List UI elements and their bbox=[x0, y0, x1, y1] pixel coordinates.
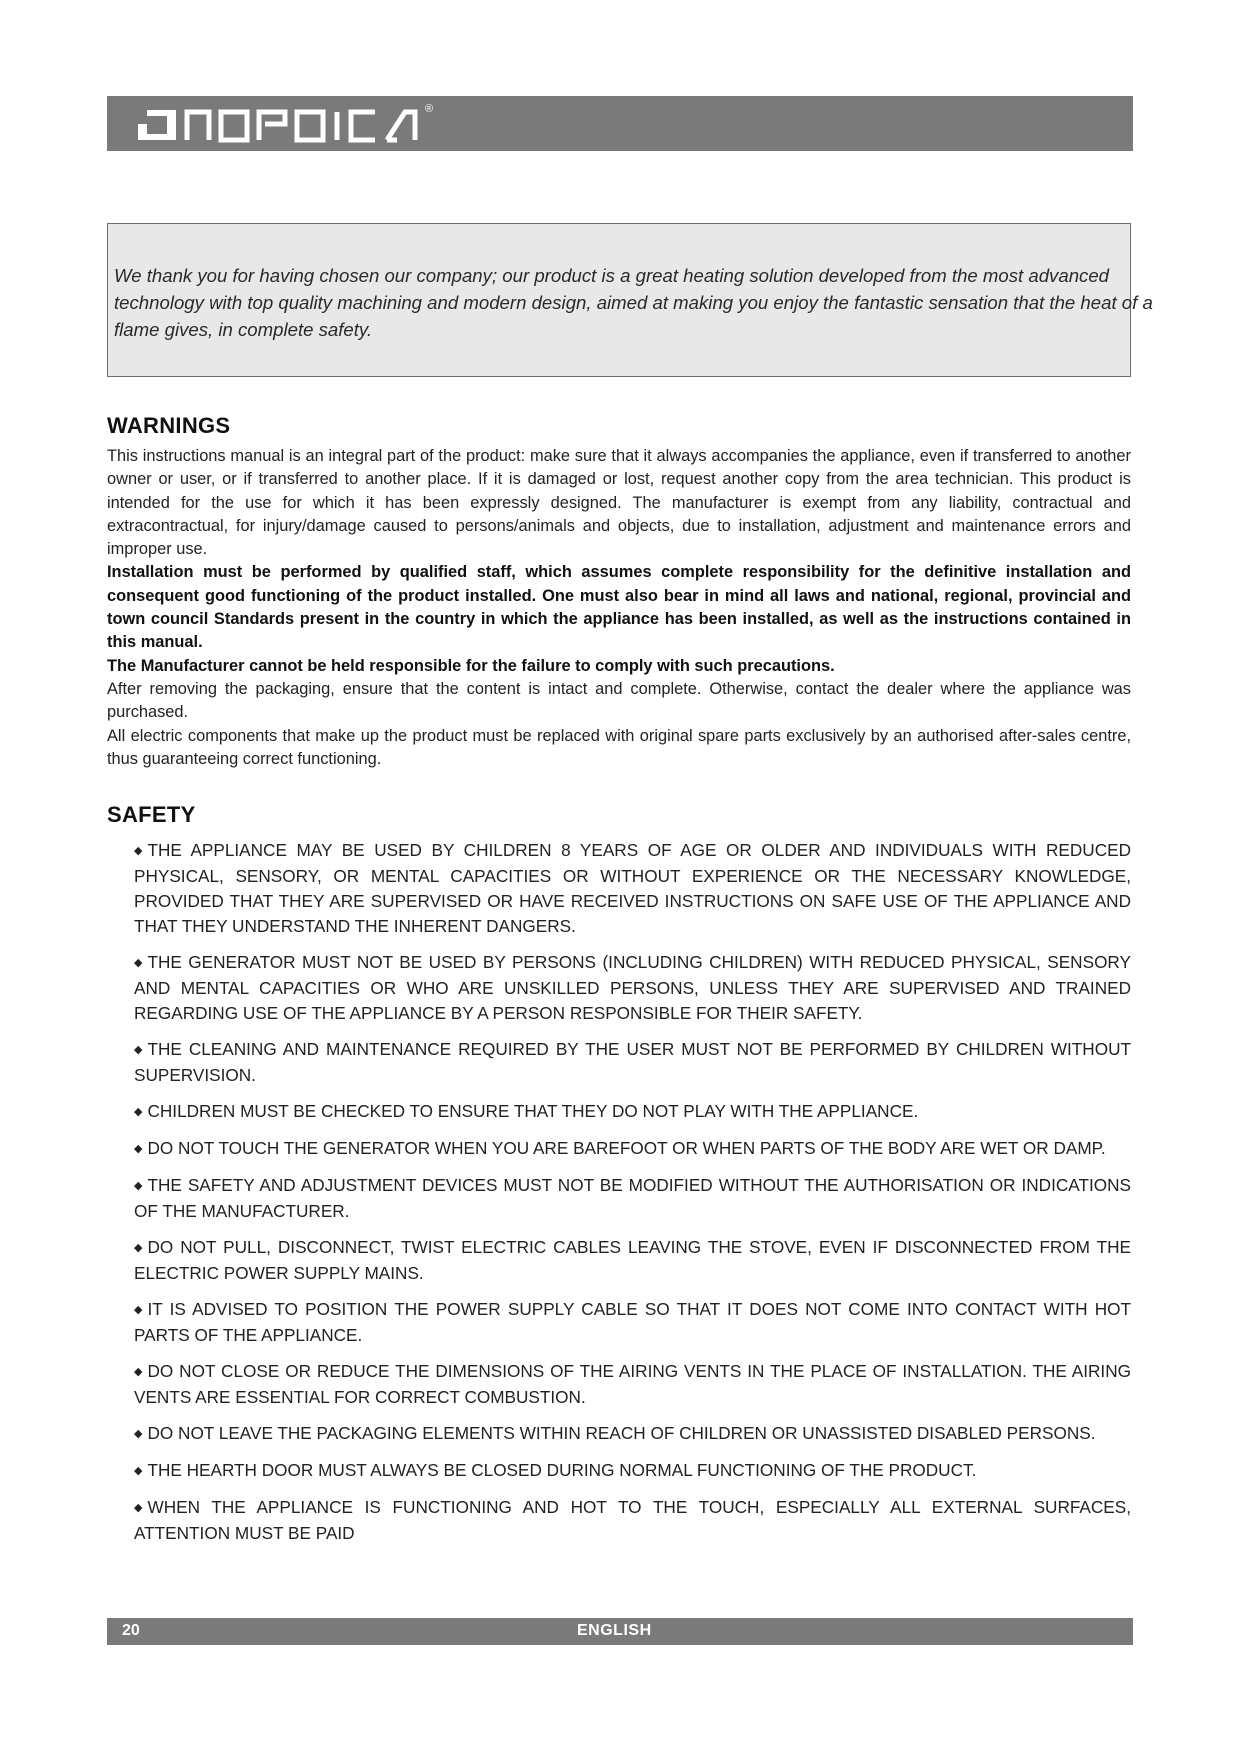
safety-item-text: DO NOT CLOSE OR REDUCE THE DIMENSIONS OF THE AIRING VENTS IN THE PLACE OF INSTALLATION. THE AIRING VENTS ARE ESSENTIAL FOR CORRECT COMBUSTION. bbox=[134, 1361, 1131, 1407]
warnings-paragraph: This instructions manual is an integral part of the product: make sure that it always accompanies the appliance, even if transferred to another owner or user, or if transferred to another place. If it is damaged or lost, request another copy from the area technician. This product is intended for the use for which it has been expressly designed. The manufacturer is exempt from any liability, contractual and extracontractual, for injury/damage caused to persons/animals and objects, due to installation, adjustment and maintenance errors and improper use. bbox=[107, 447, 1131, 559]
nordica-logo-mark bbox=[135, 102, 455, 144]
safety-item-text: CHILDREN MUST BE CHECKED TO ENSURE THAT THEY DO NOT PLAY WITH THE APPLIANCE. bbox=[147, 1101, 919, 1121]
safety-item-text: DO NOT PULL, DISCONNECT, TWIST ELECTRIC CABLES LEAVING THE STOVE, EVEN IF DISCONNECTED FROM THE ELECTRIC POWER SUPPLY MAINS. bbox=[134, 1237, 1131, 1283]
safety-item bbox=[134, 1359, 1131, 1410]
safety-item-text: DO NOT LEAVE THE PACKAGING ELEMENTS WITHIN REACH OF CHILDREN OR UNASSISTED DISABLED PERSONS. bbox=[147, 1423, 1096, 1443]
safety-item-text: DO NOT TOUCH THE GENERATOR WHEN YOU ARE BAREFOOT OR WHEN PARTS OF THE BODY ARE WET OR DAMP. bbox=[147, 1138, 1106, 1158]
safety-item bbox=[134, 1458, 1131, 1484]
diamond-bullet-icon: ◆ bbox=[134, 957, 143, 969]
safety-item-text: THE APPLIANCE MAY BE USED BY CHILDREN 8 YEARS OF AGE OR OLDER AND INDIVIDUALS WITH REDUCED PHYSICAL, SENSORY, OR MENTAL CAPACITIES OR WITHOUT EXPERIENCE OR THE NECESSARY KNOWLEDGE, PROVIDED THAT THEY ARE SUPERVISED OR HAVE RECEIVED INSTRUCTIONS ON SAFE USE OF THE APPLIANCE AND THAT THEY UNDERSTAND THE INHERENT DANGERS. bbox=[134, 840, 1131, 936]
page-number: 20 bbox=[122, 1622, 140, 1639]
safety-item bbox=[134, 1173, 1131, 1224]
safety-item-text: IT IS ADVISED TO POSITION THE POWER SUPPLY CABLE SO THAT IT DOES NOT COME INTO CONTACT WITH HOT PARTS OF THE APPLIANCE. bbox=[134, 1299, 1131, 1345]
safety-item-text: THE HEARTH DOOR MUST ALWAYS BE CLOSED DURING NORMAL FUNCTIONING OF THE PRODUCT. bbox=[147, 1460, 977, 1480]
safety-item bbox=[134, 950, 1131, 1026]
nordica-logo bbox=[135, 102, 463, 144]
intro-text: We thank you for having chosen our company; our product is a great heating solution developed from the most advanced technology with top quality machining and modern design, aimed at making you enjoy the fantastic sensation that the heat of a flame gives, in complete safety. bbox=[114, 265, 1153, 340]
safety-item-text: WHEN THE APPLIANCE IS FUNCTIONING AND HOT TO THE TOUCH, ESPECIALLY ALL EXTERNAL SURFACES, ATTENTION MUST BE PAID bbox=[134, 1497, 1131, 1543]
safety-item bbox=[134, 838, 1131, 939]
warnings-paragraph: After removing the packaging, ensure that the content is intact and complete. Otherwise, contact the dealer where the appliance was purchased. bbox=[107, 679, 1131, 722]
diamond-bullet-icon: ◆ bbox=[134, 1366, 143, 1378]
safety-item bbox=[134, 1495, 1131, 1546]
safety-heading: SAFETY bbox=[107, 802, 196, 827]
footer-language-label: ENGLISH bbox=[577, 1622, 652, 1639]
header-bar bbox=[107, 96, 1133, 151]
diamond-bullet-icon: ◆ bbox=[134, 1304, 143, 1316]
intro-box bbox=[107, 223, 1153, 377]
diamond-bullet-icon: ◆ bbox=[134, 1242, 143, 1254]
safety-item-text: THE SAFETY AND ADJUSTMENT DEVICES MUST NOT BE MODIFIED WITHOUT THE AUTHORISATION OR INDICATIONS OF THE MANUFACTURER. bbox=[134, 1175, 1131, 1221]
safety-item bbox=[134, 1235, 1131, 1286]
diamond-bullet-icon: ◆ bbox=[134, 1465, 143, 1477]
safety-item-text: THE CLEANING AND MAINTENANCE REQUIRED BY THE USER MUST NOT BE PERFORMED BY CHILDREN WITHOUT SUPERVISION. bbox=[134, 1039, 1131, 1085]
warnings-paragraph: All electric components that make up the product must be replaced with original spare parts exclusively by an authorised after-sales centre, thus guaranteeing correct functioning. bbox=[107, 726, 1131, 768]
diamond-bullet-icon: ◆ bbox=[134, 1044, 143, 1056]
safety-item bbox=[134, 1136, 1131, 1162]
safety-item bbox=[134, 1037, 1131, 1088]
diamond-bullet-icon: ◆ bbox=[134, 1428, 143, 1440]
warnings-heading: WARNINGS bbox=[107, 413, 231, 438]
diamond-bullet-icon: ◆ bbox=[134, 1106, 143, 1118]
safety-item bbox=[134, 1421, 1131, 1447]
safety-list bbox=[134, 838, 1131, 1557]
diamond-bullet-icon: ◆ bbox=[134, 1502, 143, 1514]
safety-item bbox=[134, 1099, 1131, 1125]
diamond-bullet-icon: ◆ bbox=[134, 1180, 143, 1192]
warnings-body bbox=[107, 445, 1131, 771]
diamond-bullet-icon: ◆ bbox=[134, 845, 143, 857]
warnings-paragraph-bold: The Manufacturer cannot be held responsible for the failure to comply with such precautions. bbox=[107, 656, 835, 675]
safety-item bbox=[134, 1297, 1131, 1348]
registered-mark: ® bbox=[425, 103, 434, 115]
warnings-paragraph-bold: Installation must be performed by qualified staff, which assumes complete responsibility for the definitive installation and consequent good functioning of the product installed. One must also bear in mind all laws and national, regional, provincial and town council Standards present in the country in which the appliance has been installed, as well as the instructions contained in this manual. bbox=[107, 563, 1131, 652]
safety-item-text: THE GENERATOR MUST NOT BE USED BY PERSONS (INCLUDING CHILDREN) WITH REDUCED PHYSICAL, SENSORY AND MENTAL CAPACITIES OR WHO ARE UNSKILLED PERSONS, UNLESS THEY ARE SUPERVISED AND TRAINED REGARDING USE OF THE APPLIANCE BY A PERSON RESPONSIBLE FOR THEIR SAFETY. bbox=[134, 952, 1131, 1023]
diamond-bullet-icon: ◆ bbox=[134, 1143, 143, 1155]
footer-bar bbox=[107, 1618, 1133, 1645]
